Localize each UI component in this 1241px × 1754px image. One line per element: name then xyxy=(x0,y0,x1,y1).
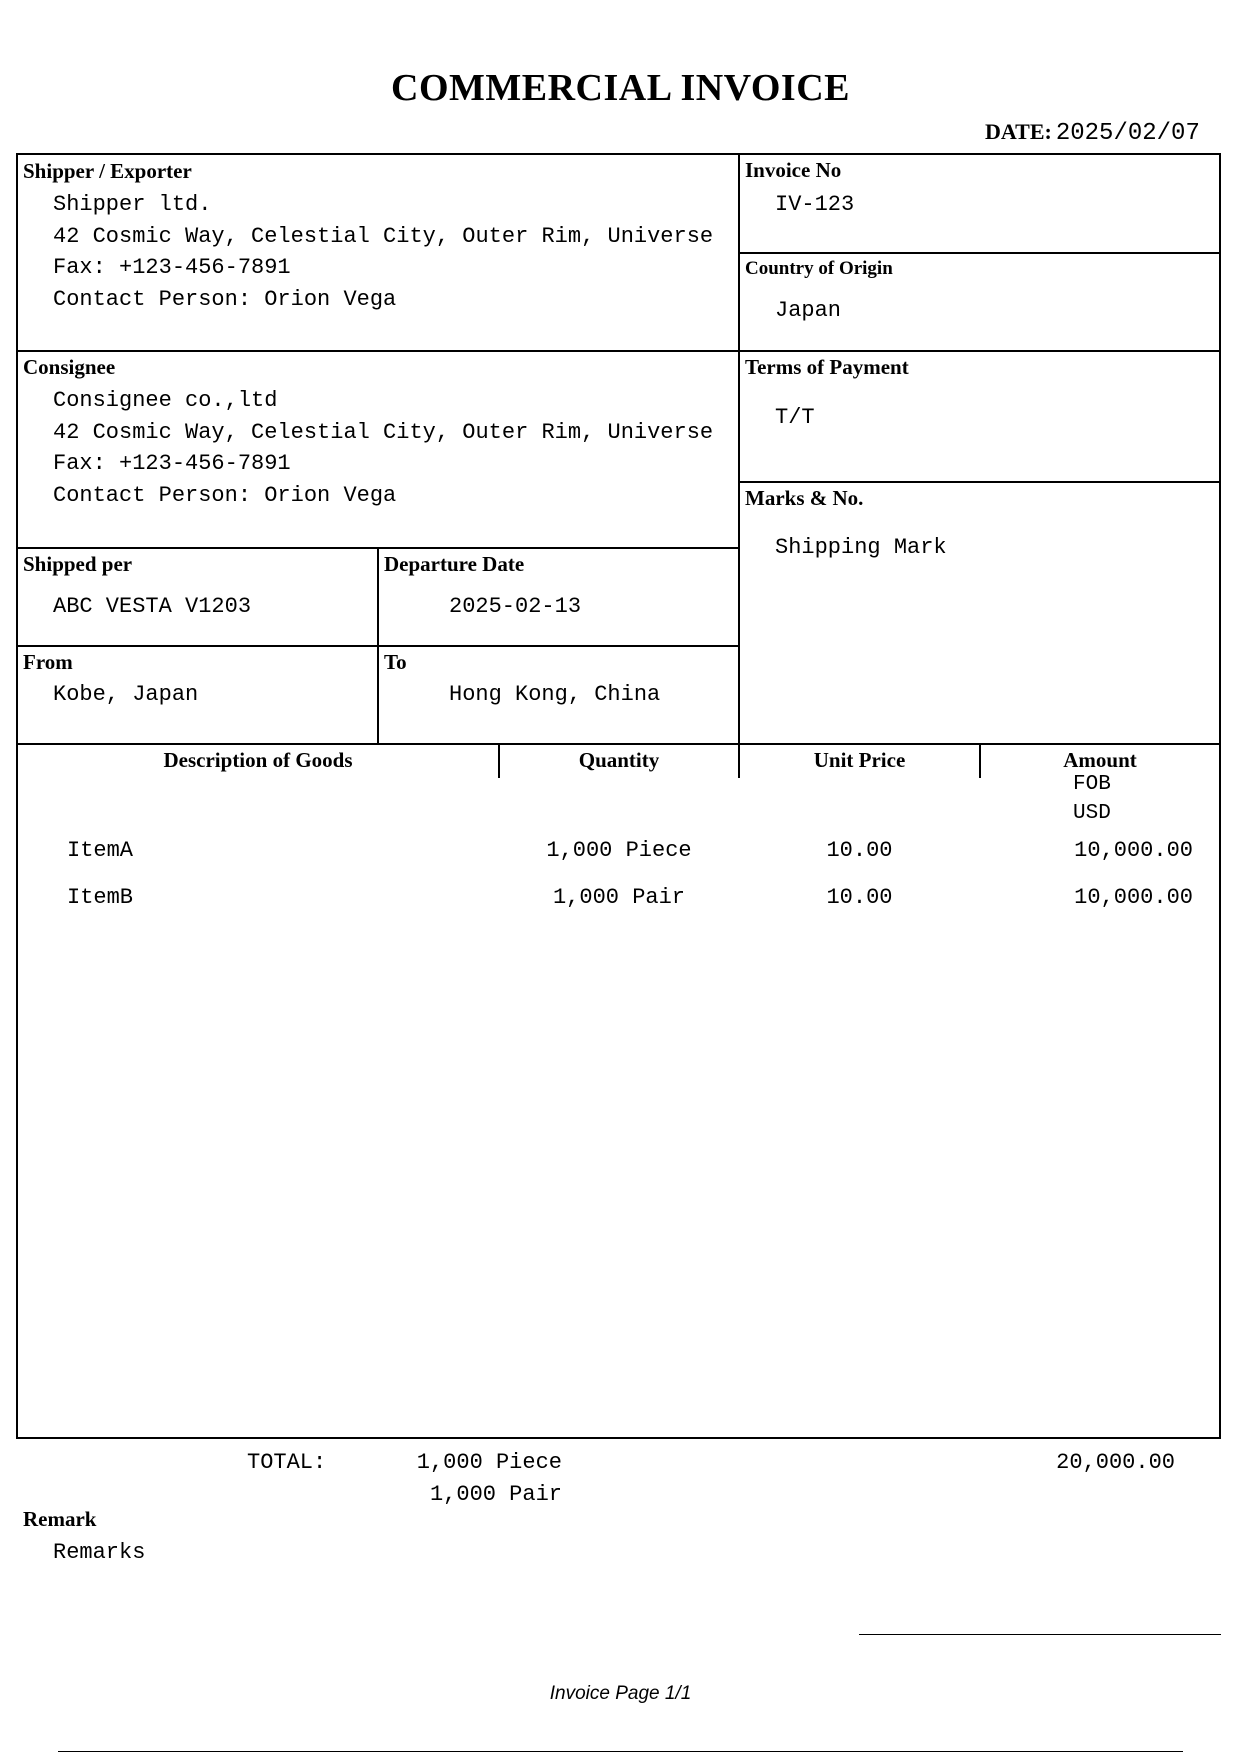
col-header-quantity: Quantity xyxy=(578,748,660,772)
box-top-border xyxy=(16,153,1221,155)
shipper-block xyxy=(53,189,713,315)
row-quantity: 1,000 Piece xyxy=(546,838,692,863)
divider-terms-marks xyxy=(738,481,1221,483)
country-origin-label: Country of Origin xyxy=(745,258,893,279)
consignee-address: 42 Cosmic Way, Celestial City, Outer Rim, Universe xyxy=(53,419,714,445)
invoice-no-label: Invoice No xyxy=(745,158,842,182)
terms-payment-label: Terms of Payment xyxy=(745,355,909,379)
shipped-per-value: ABC VESTA V1203 xyxy=(53,594,252,619)
date-label: DATE: xyxy=(985,119,1052,144)
footer-rule xyxy=(58,1751,1183,1752)
col-header-amount: Amount xyxy=(1063,748,1137,772)
shipper-contact: Contact Person: Orion Vega xyxy=(53,286,397,312)
amount-terms xyxy=(1073,770,1111,828)
row-unit-price: 10.00 xyxy=(826,885,893,910)
row-description: ItemA xyxy=(67,838,134,863)
page-number: Invoice Page 1/1 xyxy=(549,1683,692,1704)
row-amount: 10,000.00 xyxy=(1074,885,1193,910)
shipper-fax: Fax: +123-456-7891 xyxy=(53,255,291,280)
total-quantity-pair: 1,000 Pair xyxy=(429,1481,562,1507)
shipper-name: Shipper ltd. xyxy=(53,192,212,217)
consignee-contact: Contact Person: Orion Vega xyxy=(53,482,397,508)
col-header-unit-price: Unit Price xyxy=(813,748,906,772)
table-row xyxy=(18,835,1219,882)
marks-label: Marks & No. xyxy=(745,486,864,510)
shipper-label: Shipper / Exporter xyxy=(23,159,192,183)
total-quantities xyxy=(380,1447,562,1510)
box-left-border xyxy=(16,153,18,1439)
box-bottom-border xyxy=(16,1437,1221,1439)
to-value: Hong Kong, China xyxy=(449,682,661,707)
remark-value: Remarks xyxy=(53,1540,146,1565)
incoterm: FOB xyxy=(1073,773,1111,796)
to-label: To xyxy=(384,650,407,674)
goods-rows xyxy=(18,835,1219,929)
departure-date-label: Departure Date xyxy=(384,552,525,576)
main-vertical-divider xyxy=(738,153,740,778)
row-description: ItemB xyxy=(67,885,134,910)
row-unit-price: 10.00 xyxy=(826,838,893,863)
invoice-title: COMMERCIAL INVOICE xyxy=(391,67,850,109)
divider-shipper-consignee xyxy=(16,350,1221,352)
country-origin-value: Japan xyxy=(775,298,842,323)
consignee-name: Consignee co.,ltd xyxy=(53,388,278,413)
consignee-fax: Fax: +123-456-7891 xyxy=(53,451,291,476)
shipped-per-label: Shipped per xyxy=(23,552,133,576)
shipper-address: 42 Cosmic Way, Celestial City, Outer Rim, Universe xyxy=(53,223,714,249)
total-amount: 20,000.00 xyxy=(1056,1450,1175,1475)
box-right-border xyxy=(1219,153,1221,1439)
row-quantity: 1,000 Pair xyxy=(552,885,686,910)
consignee-block xyxy=(53,385,713,511)
marks-value: Shipping Mark xyxy=(775,535,947,560)
departure-date-value: 2025-02-13 xyxy=(449,594,582,619)
date-row xyxy=(985,118,1200,150)
col-header-description: Description of Goods xyxy=(163,748,353,772)
signature-line xyxy=(859,1634,1221,1635)
remark-label: Remark xyxy=(23,1507,97,1531)
from-value: Kobe, Japan xyxy=(53,682,199,707)
consignee-label: Consignee xyxy=(23,355,116,379)
terms-payment-value: T/T xyxy=(775,405,815,430)
table-row xyxy=(18,882,1219,929)
date-value: 2025/02/07 xyxy=(1055,120,1200,147)
currency: USD xyxy=(1073,802,1111,825)
total-quantity-piece: 1,000 Piece xyxy=(416,1450,562,1475)
divider-invoice-country xyxy=(738,252,1221,254)
row-amount: 10,000.00 xyxy=(1074,838,1193,863)
table-top-border xyxy=(16,743,1221,745)
from-label: From xyxy=(23,650,73,674)
divider-shipped-departure xyxy=(377,547,379,744)
invoice-no-value: IV-123 xyxy=(775,192,855,217)
total-label: TOTAL: xyxy=(247,1450,327,1475)
